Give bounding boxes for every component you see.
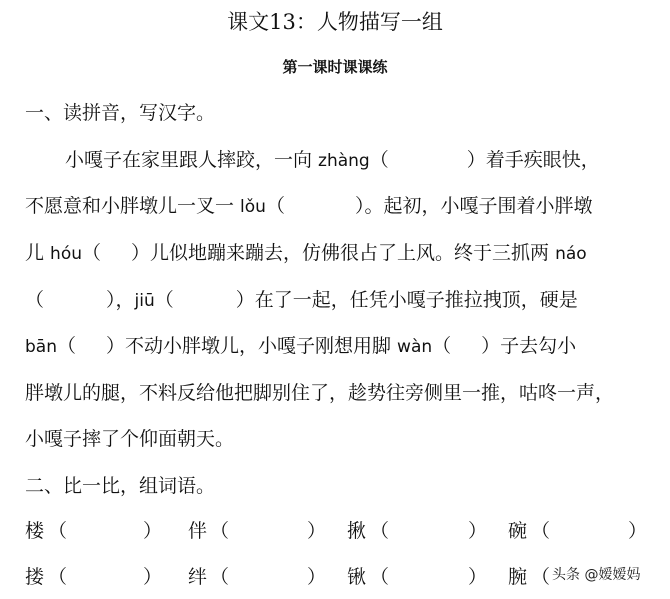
passage-line-1: 小嘎子在家里跟人摔跤，一向 zhàng（ ）着手疾眼快，: [65, 149, 600, 171]
paren-open: （: [531, 566, 551, 588]
pinyin-hou: hóu: [50, 244, 82, 264]
char-wan2: 腕: [508, 566, 528, 588]
paren-close: ）: [307, 566, 327, 588]
paren-close: ）: [307, 520, 327, 542]
passage-line-4: （ ），jiū（ ）在了一起，任凭小嘎子推拉拽顶，硬是: [25, 289, 578, 311]
char-jiu: 揪: [347, 520, 367, 542]
pinyin-lou: lǒu: [240, 197, 266, 217]
pinyin-ban: bān: [25, 337, 57, 357]
paren-open: （: [531, 520, 551, 542]
paren-open: （: [48, 520, 68, 542]
paren-open: （: [48, 566, 68, 588]
pinyin-jiu: jiū: [134, 291, 155, 311]
char-lou: 楼: [25, 520, 45, 542]
paren-close: ）: [468, 520, 488, 542]
paren-close: ）: [143, 566, 163, 588]
char-ban: 伴: [188, 520, 208, 542]
paren-close: ）: [468, 566, 488, 588]
paren-open: （: [370, 566, 390, 588]
char-lou2: 搂: [25, 566, 45, 588]
paren-close: ）: [143, 520, 163, 542]
passage-line-2: 不愿意和小胖墩儿一叉一 lǒu（ ）。起初，小嘎子围着小胖墩: [25, 195, 593, 217]
pinyin-zhang: zhàng: [318, 151, 370, 171]
page-title: 课文13：人物描写一组: [227, 10, 443, 34]
passage-line-5: bān（ ）不动小胖墩儿，小嘎子刚想用脚 wàn（ ）子去勾小: [25, 335, 577, 357]
passage-line-7: 小嘎子摔了个仰面朝天。: [25, 428, 235, 450]
char-ban2: 绊: [188, 566, 208, 588]
watermark: 头条 @嫒嫒妈: [550, 562, 642, 588]
section1-heading: 一、读拼音，写汉字。: [25, 102, 216, 124]
section2-heading: 二、比一比，组词语。: [25, 475, 216, 497]
char-wan: 碗: [508, 520, 528, 542]
passage-line-3: 儿 hóu（ ）儿似地蹦来蹦去，仿佛很占了上风。终于三抓两 náo: [25, 242, 587, 264]
paren-open: （: [210, 520, 230, 542]
page-subtitle: 第一课时课课练: [282, 58, 388, 76]
pinyin-nao: náo: [555, 244, 587, 264]
passage-line-6: 胖墩儿的腿，不料反给他把脚别住了，趁势往旁侧里一推，咕咚一声，: [25, 382, 615, 404]
paren-open: （: [370, 520, 390, 542]
pinyin-wan: wàn: [397, 337, 433, 357]
paren-close: ）: [628, 520, 648, 542]
paren-open: （: [210, 566, 230, 588]
char-qiao: 锹: [347, 566, 367, 588]
